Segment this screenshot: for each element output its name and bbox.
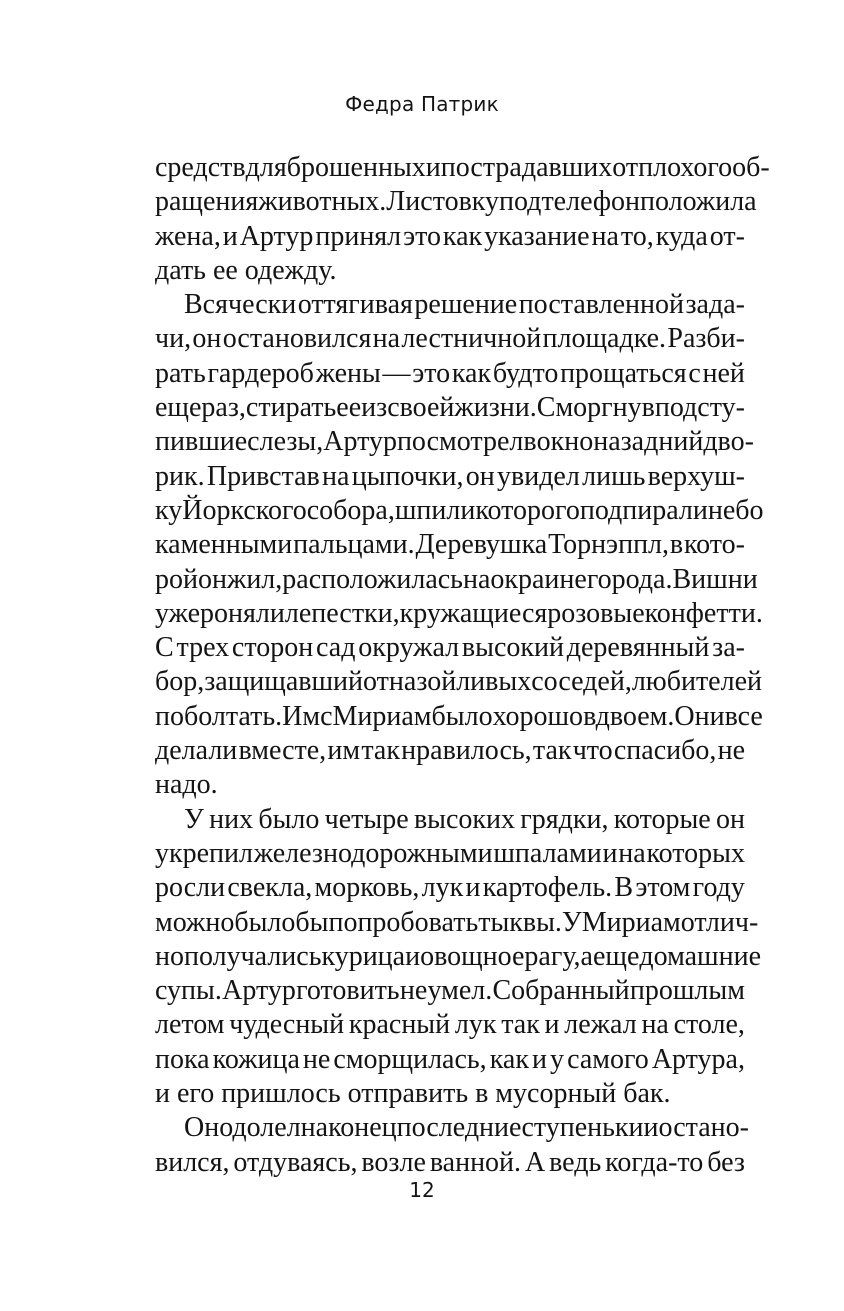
word: он bbox=[715, 803, 745, 835]
word: окружал bbox=[358, 632, 460, 664]
word: сморщилась, bbox=[333, 1043, 487, 1075]
word: гардероб bbox=[207, 357, 314, 389]
word: дво- bbox=[703, 426, 754, 458]
word: Листовку bbox=[386, 186, 499, 218]
word: рагу, bbox=[524, 940, 581, 972]
word: кружащиеся bbox=[399, 597, 548, 629]
word: высокий bbox=[461, 632, 564, 664]
word: Всячески bbox=[184, 289, 297, 321]
text-line bbox=[155, 460, 745, 494]
text-line bbox=[155, 288, 745, 322]
word: пальцами. bbox=[293, 529, 415, 561]
running-head: Федра Патрик bbox=[345, 92, 499, 116]
word: жены bbox=[315, 357, 381, 389]
word: раз, bbox=[201, 392, 246, 424]
word: тыквы. bbox=[478, 906, 562, 938]
word: на bbox=[641, 1009, 669, 1041]
word: за- bbox=[712, 632, 745, 664]
word: об- bbox=[732, 152, 770, 183]
text-line bbox=[155, 803, 745, 837]
word: рик. bbox=[155, 460, 205, 492]
word: рой bbox=[155, 563, 198, 595]
word: было bbox=[258, 803, 320, 835]
word: хорошо bbox=[492, 700, 584, 732]
text-line bbox=[155, 665, 762, 699]
word: животных. bbox=[258, 186, 387, 218]
word: что bbox=[572, 735, 613, 767]
word: было bbox=[234, 906, 296, 938]
word: можно bbox=[155, 906, 235, 938]
word: чи, bbox=[155, 323, 192, 355]
word: которые bbox=[613, 803, 711, 835]
text-line bbox=[155, 322, 745, 356]
word: железнодорожными bbox=[253, 837, 493, 869]
word: слезы, bbox=[247, 426, 324, 458]
word: домашние bbox=[639, 940, 762, 972]
word: расположилась bbox=[282, 563, 463, 595]
word: столе, bbox=[673, 1009, 745, 1041]
word: нравилось, bbox=[401, 735, 532, 767]
text-line bbox=[155, 425, 754, 459]
word: возле bbox=[361, 1146, 426, 1178]
word: все bbox=[724, 700, 763, 732]
word: когда-то bbox=[605, 1146, 704, 1178]
word: решение bbox=[414, 289, 518, 321]
word: Артур bbox=[222, 975, 296, 1007]
word: прошлым bbox=[629, 975, 745, 1007]
word: ведь bbox=[549, 1146, 602, 1178]
word: последние bbox=[396, 1112, 522, 1144]
word: Разби- bbox=[667, 323, 745, 355]
word: он bbox=[197, 563, 227, 595]
word: ступеньки bbox=[521, 1112, 644, 1144]
word: у bbox=[550, 1043, 565, 1075]
word: он bbox=[192, 323, 222, 355]
word: жизни. bbox=[454, 392, 537, 424]
body-text bbox=[155, 151, 770, 1180]
word: указание bbox=[484, 220, 590, 252]
text-line bbox=[155, 768, 745, 802]
word: еще bbox=[155, 392, 202, 424]
word: кожица bbox=[212, 1043, 300, 1075]
word: как bbox=[442, 220, 483, 252]
word: В bbox=[614, 872, 634, 904]
word: и bbox=[532, 1043, 547, 1075]
word: было bbox=[431, 700, 493, 732]
word: умел. bbox=[427, 975, 493, 1007]
text-line bbox=[155, 563, 758, 597]
word: рать bbox=[155, 357, 206, 389]
word: одолел bbox=[219, 1112, 301, 1144]
word: У bbox=[561, 906, 582, 938]
word: самого bbox=[567, 1043, 649, 1075]
word: площадке. bbox=[542, 323, 667, 355]
text-line bbox=[155, 1077, 745, 1111]
word: он bbox=[465, 460, 495, 492]
word: четыре bbox=[324, 803, 409, 835]
word: соседей, bbox=[531, 666, 632, 698]
word: ку bbox=[155, 494, 183, 526]
word: подпирали bbox=[579, 494, 708, 526]
text-line bbox=[155, 974, 745, 1008]
word: и bbox=[643, 1112, 659, 1144]
word: остано- bbox=[658, 1112, 749, 1144]
word: делали bbox=[155, 735, 238, 767]
word: которого bbox=[475, 494, 580, 526]
text-line bbox=[155, 1008, 745, 1042]
text-line bbox=[155, 528, 745, 562]
text-line bbox=[155, 254, 745, 288]
text-line bbox=[155, 871, 745, 905]
word: положила bbox=[639, 186, 757, 218]
word: них bbox=[209, 803, 254, 835]
word: не bbox=[302, 1043, 331, 1075]
word: с bbox=[688, 357, 701, 389]
word: без bbox=[707, 1146, 745, 1178]
word: — bbox=[382, 357, 411, 389]
line-text: и его пришлось отправить в мусорный бак. bbox=[155, 1078, 671, 1110]
word: из bbox=[361, 392, 388, 424]
word: так bbox=[501, 1009, 540, 1041]
word: брошенных bbox=[286, 152, 426, 183]
word: но bbox=[155, 940, 184, 972]
word: с bbox=[320, 700, 333, 732]
word: лестничной bbox=[401, 323, 542, 355]
word: лежал bbox=[564, 1009, 637, 1041]
word: Деревушка bbox=[415, 529, 548, 561]
word: Торнэппл, bbox=[548, 529, 670, 561]
word: летом bbox=[155, 1009, 225, 1041]
text-line bbox=[155, 837, 745, 871]
word: ванной. bbox=[429, 1146, 522, 1178]
word: жена, bbox=[155, 220, 221, 252]
word: Артура, bbox=[651, 1043, 745, 1075]
word: ней bbox=[702, 357, 745, 389]
word: и bbox=[425, 152, 441, 183]
word: А bbox=[524, 1146, 546, 1178]
word: роняли bbox=[200, 597, 285, 629]
word: отдуваясь, bbox=[233, 1146, 358, 1178]
word: спасибо, bbox=[613, 735, 717, 767]
word: и bbox=[602, 837, 618, 869]
word: для bbox=[245, 152, 287, 183]
word: от- bbox=[709, 220, 745, 252]
word: Собранный bbox=[492, 975, 630, 1007]
word: будто bbox=[492, 357, 559, 389]
word: свекла, bbox=[227, 872, 313, 904]
word: им bbox=[327, 735, 361, 767]
word: ращения bbox=[155, 186, 259, 218]
word: готовить bbox=[296, 975, 400, 1007]
word: году bbox=[692, 872, 745, 904]
word: это bbox=[403, 220, 441, 252]
word: стирать bbox=[245, 392, 337, 424]
word: от bbox=[363, 666, 389, 698]
word: вместе, bbox=[238, 735, 327, 767]
word: которых bbox=[646, 837, 745, 869]
word: а bbox=[580, 940, 593, 972]
word: цыпочки, bbox=[351, 460, 464, 492]
line-text: дать ее одежду. bbox=[155, 254, 337, 286]
word: не bbox=[399, 975, 428, 1007]
word: У bbox=[184, 803, 204, 835]
word: еще bbox=[592, 940, 640, 972]
word: красный bbox=[348, 1009, 451, 1041]
word: чудесный bbox=[229, 1009, 345, 1041]
word: сторон bbox=[231, 632, 314, 664]
word: овощное bbox=[420, 940, 525, 972]
text-line bbox=[155, 1146, 745, 1180]
word: лук bbox=[421, 872, 464, 904]
text-line bbox=[155, 597, 763, 631]
word: деревянный bbox=[566, 632, 710, 664]
word: телефон bbox=[541, 186, 640, 218]
word: уже bbox=[155, 597, 201, 629]
text-line bbox=[155, 906, 759, 940]
word: шпалами bbox=[493, 837, 602, 869]
word: розовые bbox=[547, 597, 645, 629]
word: конфетти. bbox=[644, 597, 763, 629]
word: остановился bbox=[222, 323, 372, 355]
word: оттягивая bbox=[297, 289, 413, 321]
text-line bbox=[155, 631, 745, 665]
word: не bbox=[717, 735, 745, 767]
line-text: надо. bbox=[155, 769, 218, 801]
word: лепестки, bbox=[284, 597, 400, 629]
word: пившие bbox=[155, 426, 248, 458]
word: задний bbox=[620, 426, 704, 458]
word: зада- bbox=[685, 289, 745, 321]
word: в bbox=[669, 529, 684, 561]
word: Они bbox=[674, 700, 725, 732]
word: принял bbox=[315, 220, 402, 252]
word: плохого bbox=[638, 152, 733, 183]
text-line bbox=[155, 185, 757, 219]
word: ее bbox=[336, 392, 362, 424]
word: прощаться bbox=[560, 357, 687, 389]
word: морковь, bbox=[314, 872, 420, 904]
word: в bbox=[523, 426, 537, 458]
word: высоких bbox=[413, 803, 516, 835]
word: посмотрел bbox=[396, 426, 524, 458]
word: каменными bbox=[155, 529, 293, 561]
word: любителей bbox=[631, 666, 762, 698]
word: на bbox=[618, 837, 646, 869]
word: и bbox=[465, 872, 481, 904]
word: Артур bbox=[239, 220, 314, 252]
word: Вишни bbox=[672, 563, 758, 595]
text-line bbox=[155, 391, 745, 425]
word: кото- bbox=[683, 529, 745, 561]
word: небо bbox=[707, 494, 764, 526]
word: лук bbox=[454, 1009, 497, 1041]
word: и bbox=[544, 1009, 560, 1041]
word: жил, bbox=[226, 563, 283, 595]
word: от bbox=[612, 152, 639, 183]
word: на bbox=[322, 460, 350, 492]
text-line bbox=[155, 151, 770, 185]
word: пока bbox=[155, 1043, 210, 1075]
word: бор, bbox=[155, 666, 205, 698]
word: поставленной bbox=[518, 289, 685, 321]
word: и bbox=[222, 220, 238, 252]
word: на bbox=[372, 323, 401, 355]
word: отлич- bbox=[680, 906, 759, 938]
word: как bbox=[489, 1043, 529, 1075]
word: укрепил bbox=[155, 837, 253, 869]
word: Привстав bbox=[206, 460, 320, 492]
word: получались bbox=[183, 940, 322, 972]
word: так bbox=[361, 735, 400, 767]
word: вдвоем. bbox=[583, 700, 675, 732]
word: Сморгнув bbox=[536, 392, 655, 424]
word: окно bbox=[536, 426, 594, 458]
word: Йоркского bbox=[182, 494, 307, 526]
word: бы bbox=[295, 906, 329, 938]
word: шпили bbox=[394, 494, 476, 526]
word: попробовать bbox=[328, 906, 479, 938]
word: то, bbox=[620, 220, 654, 252]
word: так bbox=[532, 735, 572, 767]
word: лишь bbox=[582, 460, 646, 492]
word: это bbox=[412, 357, 451, 389]
word: на bbox=[593, 426, 621, 458]
word: Мириам bbox=[581, 906, 681, 938]
word: на bbox=[462, 563, 491, 595]
word: назойливых bbox=[388, 666, 532, 698]
word: С bbox=[155, 632, 174, 664]
word: собора, bbox=[306, 494, 395, 526]
word: города. bbox=[586, 563, 673, 595]
word: средств bbox=[155, 152, 246, 183]
word: наконец bbox=[300, 1112, 397, 1144]
word: Артур bbox=[323, 426, 397, 458]
text-line bbox=[155, 494, 764, 528]
word: верхуш- bbox=[647, 460, 745, 492]
word: грядки, bbox=[520, 803, 609, 835]
text-line bbox=[155, 700, 763, 734]
word: окраине bbox=[490, 563, 587, 595]
word: вился, bbox=[155, 1146, 230, 1178]
text-line bbox=[155, 1043, 745, 1077]
word: как bbox=[451, 357, 492, 389]
word: картофель. bbox=[482, 872, 613, 904]
word: росли bbox=[155, 872, 226, 904]
word: увидел bbox=[496, 460, 580, 492]
text-line bbox=[155, 734, 745, 768]
word: куда bbox=[655, 220, 708, 252]
page-number: 12 bbox=[409, 1178, 435, 1202]
word: и bbox=[405, 940, 421, 972]
word: супы. bbox=[155, 975, 222, 1007]
text-line bbox=[155, 1111, 749, 1145]
word: Он bbox=[184, 1112, 220, 1144]
word: поболтать. bbox=[155, 700, 283, 732]
text-line bbox=[155, 357, 745, 391]
word: курица bbox=[321, 940, 406, 972]
word: этом bbox=[635, 872, 691, 904]
word: Им bbox=[282, 700, 321, 732]
word: пострадавших bbox=[440, 152, 613, 183]
word: подсту- bbox=[654, 392, 745, 424]
text-line bbox=[155, 940, 762, 974]
word: своей bbox=[387, 392, 455, 424]
word: трех bbox=[176, 632, 230, 664]
word: под bbox=[499, 186, 542, 218]
word: Мириам bbox=[332, 700, 432, 732]
word: сад bbox=[316, 632, 356, 664]
word: защищавший bbox=[204, 666, 364, 698]
word: на bbox=[591, 220, 619, 252]
text-line bbox=[155, 220, 745, 254]
